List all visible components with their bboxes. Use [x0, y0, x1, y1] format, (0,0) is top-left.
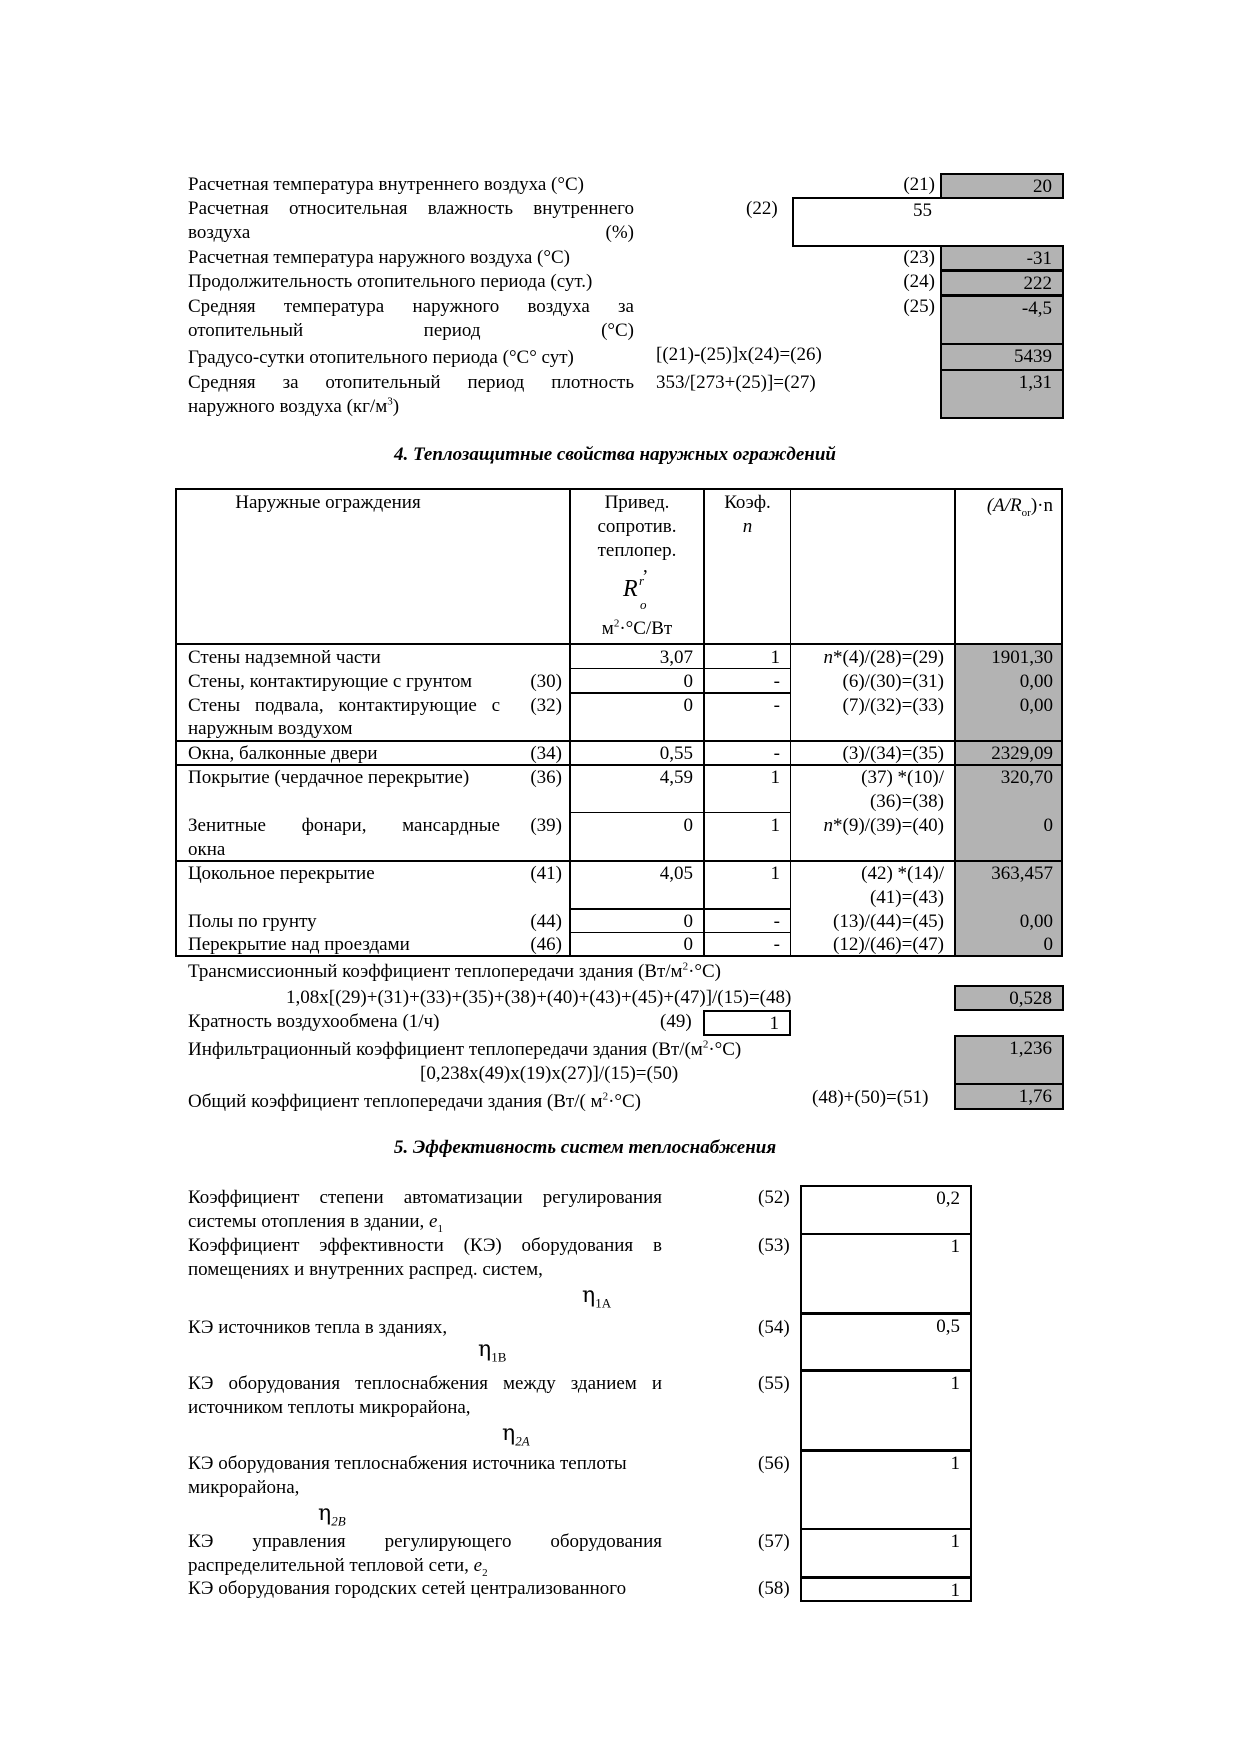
result-40: 0	[1043, 815, 1053, 836]
value-cell-57[interactable]: 1	[800, 1528, 972, 1578]
code-53: (53)	[758, 1235, 790, 1256]
infiltration-label: Инфильтрационный коэффициент теплопередачи здания ($Вт/(м^2\cdot^\circ С)$	[188, 1038, 742, 1060]
row-23-code: (23)	[903, 247, 935, 268]
value-cell-53[interactable]: 1	[800, 1233, 972, 1314]
value-cell-48: 0,528	[954, 985, 1064, 1011]
value-cell-23: -31	[940, 245, 1064, 271]
row-27-label-line1: Средняя за отопительный период плотность	[188, 372, 634, 393]
total-label: Общий коэффициент теплопередачи здания (Вт/( $м^2\cdot^\circ С$)	[188, 1090, 642, 1112]
value-cell-56[interactable]: 1	[800, 1450, 972, 1530]
row-26-label: Градусо-сутки отопительного периода (°С° сут)	[188, 347, 574, 368]
result-47: 0	[1043, 934, 1053, 955]
row-27-formula: 353/[273+(25)]=(27)	[656, 372, 816, 393]
code-54: (54)	[758, 1317, 790, 1338]
row-21-label: Расчетная температура внутреннего воздуха (°С)	[188, 174, 584, 195]
result-45: 0,00	[1019, 911, 1053, 932]
value-cell-50: 1,236	[954, 1035, 1064, 1085]
value-cell-54[interactable]: 0,5	[800, 1313, 972, 1371]
transmission-label: Трансмиссионный коэффициент теплопередачи здания $(Вт/м^2\cdot^\circ С)$	[188, 960, 721, 982]
value-cell-21: 20	[940, 173, 1064, 199]
header-resistance: Привед. сопротив. теплопер. R r o , $м^2\cdot^\circ С/Вт$	[597, 492, 677, 639]
section-4-title: 4. Теплозащитные свойства наружных ограждений	[394, 444, 836, 465]
value-cell-49[interactable]: 1	[703, 1010, 791, 1036]
row-23-label: Расчетная температура наружного воздуха (°С)	[188, 247, 570, 268]
eta-1a-symbol: $\eta_{1A}$	[582, 1283, 612, 1311]
infiltration-formula: [0,238x(49)x(19)x(27)]/(15)=(50)	[420, 1063, 679, 1084]
value-cell-52[interactable]: 0,2	[800, 1185, 972, 1235]
result-31: 0,00	[1019, 671, 1053, 692]
row-21-code: (21)	[903, 174, 935, 195]
row-25-code: (25)	[903, 296, 935, 317]
value-cell-27: 1,31	[940, 369, 1064, 419]
value-cell-26: 5439	[940, 343, 1064, 371]
air-exchange-code: (49)	[660, 1011, 692, 1032]
value-cell-58[interactable]: 1	[800, 1576, 972, 1602]
result-43: 363,457	[991, 863, 1053, 884]
code-55: (55)	[758, 1373, 790, 1394]
result-33: 0,00	[1019, 695, 1053, 716]
row-22-code: (22)	[746, 198, 778, 219]
transmission-formula: 1,08x[(29)+(31)+(33)+(35)+(38)+(40)+(43)+(45)+(47)]/(15)=(48)	[286, 987, 792, 1008]
eta-2a-symbol: $\eta_{2A}$	[502, 1421, 530, 1449]
result-29: 1901,30	[991, 647, 1053, 668]
value-cell-25: -4,5	[940, 295, 1064, 345]
code-52: (52)	[758, 1187, 790, 1208]
value-cell-55[interactable]: 1	[800, 1370, 972, 1451]
code-58: (58)	[758, 1578, 790, 1599]
section-5-title: 5. Эффективность систем теплоснабжения	[393, 1137, 777, 1158]
result-35: 2329,09	[991, 743, 1053, 764]
header-coef-n: Коэф. n	[724, 492, 771, 537]
value-cell-51: 1,76	[954, 1083, 1064, 1110]
row-24-label: Продолжительность отопительного периода (сут.)	[188, 271, 593, 292]
total-formula: (48)+(50)=(51)	[812, 1087, 929, 1108]
row-27-label-line2: наружного воздуха $(кг/м^3)$	[188, 395, 400, 417]
row-26-formula: [(21)-(25)]x(24)=(26)	[656, 344, 822, 365]
header-enclosures: Наружные ограждения	[235, 492, 421, 513]
row-25-label: Средняя температура наружного воздуха за отопительный период (°С)	[188, 296, 634, 341]
eta-2b-symbol: $\eta_{2B}$	[318, 1501, 346, 1529]
code-56: (56)	[758, 1453, 790, 1474]
row-24-code: (24)	[903, 271, 935, 292]
value-cell-24: 222	[940, 270, 1064, 296]
code-57: (57)	[758, 1531, 790, 1552]
value-cell-22: 55	[792, 197, 942, 247]
eta-1b-symbol: $\eta_{1B}$	[478, 1337, 507, 1365]
header-a-over-r: $(A/R_{or})\cdot n$	[986, 495, 1053, 519]
air-exchange-label: Кратность воздухообмена (1/ч)	[188, 1011, 440, 1032]
row-22-label: Расчетная относительная влажность внутреннего воздуха (%)	[188, 198, 634, 243]
result-38: 320,70	[1000, 767, 1053, 788]
